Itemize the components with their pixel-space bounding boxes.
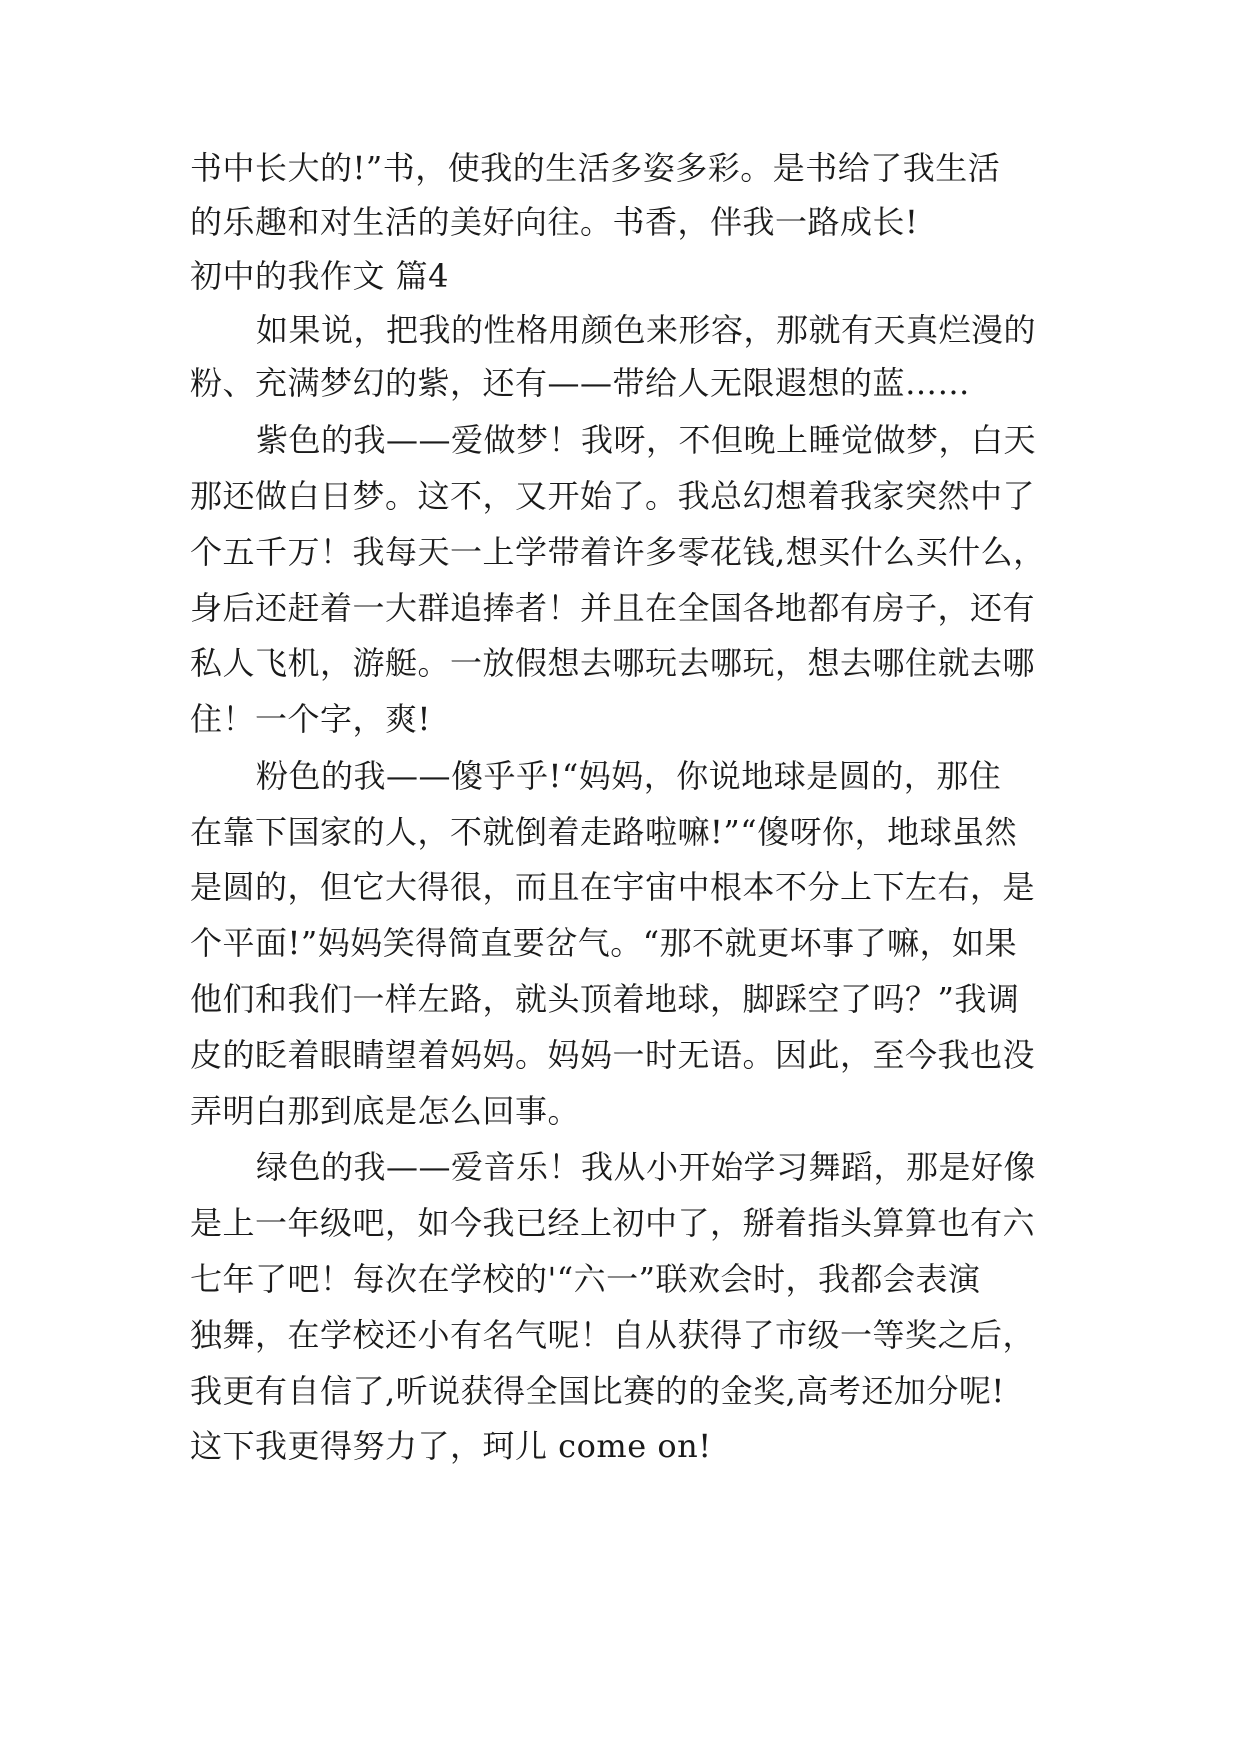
text-line: 身后还赶着一大群追捧者！并且在全国各地都有房子，还有 bbox=[190, 589, 1036, 627]
text-line: 弄明白那到底是怎么回事。 bbox=[190, 1092, 581, 1130]
text-line: 是上一年级吧，如今我已经上初中了，掰着指头算算也有六 bbox=[190, 1204, 1036, 1242]
text-line: 我更有自信了,听说获得全国比赛的的金奖,高考还加分呢! bbox=[190, 1372, 1005, 1410]
text-line: 的乐趣和对生活的美好向往。书香，伴我一路成长! bbox=[190, 203, 919, 241]
text-line: 这下我更得努力了，珂儿 come on! bbox=[190, 1427, 712, 1465]
text-line: 个平面!”妈妈笑得简直要岔气。“那不就更坏事了嘛，如果 bbox=[190, 924, 1018, 962]
text-line: 独舞，在学校还小有名气呢！自从获得了市级一等奖之后， bbox=[190, 1316, 1036, 1354]
paragraph-start: 紫色的我——爱做梦！我呀，不但晚上睡觉做梦，白天 bbox=[256, 421, 1037, 459]
paragraph-start: 如果说，把我的性格用颜色来形容，那就有天真烂漫的 bbox=[256, 311, 1037, 349]
text-line: 那还做白日梦。这不，又开始了。我总幻想着我家突然中了 bbox=[190, 477, 1036, 515]
paragraph-start: 粉色的我——傻乎乎!“妈妈，你说地球是圆的，那住 bbox=[256, 757, 1002, 795]
text-line: 个五千万！我每天一上学带着许多零花钱,想买什么买什么， bbox=[190, 533, 1046, 571]
text-line: 是圆的，但它大得很，而且在宇宙中根本不分上下左右，是 bbox=[190, 868, 1036, 906]
section-heading: 初中的我作文 篇4 bbox=[190, 257, 450, 295]
text-line: 粉、充满梦幻的紫，还有——带给人无限遐想的蓝…… bbox=[190, 364, 971, 402]
text-line: 他们和我们一样左路，就头顶着地球，脚踩空了吗？”我调 bbox=[190, 980, 1020, 1018]
text-line: 七年了吧！每次在学校的'“六一”联欢会时，我都会表演 bbox=[190, 1260, 981, 1298]
text-line: 在靠下国家的人，不就倒着走路啦嘛!”“傻呀你，地球虽然 bbox=[190, 813, 1018, 851]
text-line: 皮的眨着眼睛望着妈妈。妈妈一时无语。因此，至今我也没 bbox=[190, 1036, 1036, 1074]
text-line: 私人飞机，游艇。一放假想去哪玩去哪玩，想去哪住就去哪 bbox=[190, 644, 1036, 682]
text-line: 书中长大的!”书，使我的生活多姿多彩。是书给了我生活 bbox=[190, 149, 1001, 187]
text-line: 住！一个字，爽! bbox=[190, 700, 431, 738]
paragraph-start: 绿色的我——爱音乐！我从小开始学习舞蹈，那是好像 bbox=[256, 1148, 1037, 1186]
